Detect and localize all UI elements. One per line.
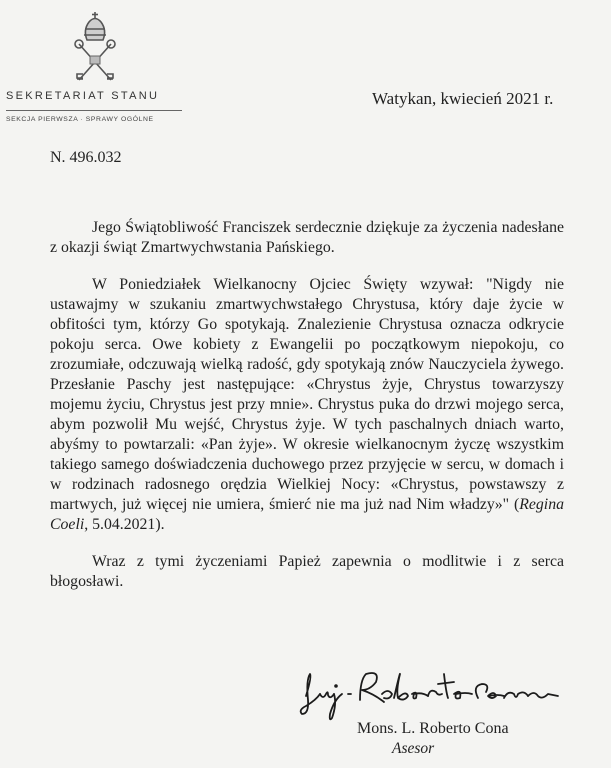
signer-title: Asesor (392, 740, 435, 757)
citation-date: , 5.04.2021). (84, 516, 165, 533)
paragraph-easter-message (50, 275, 564, 535)
signer-name: Mons. L. Roberto Cona (357, 720, 509, 737)
papal-emblem-icon (70, 10, 120, 86)
letterhead-divider (6, 110, 182, 111)
paragraph-thanks: Jego Świątobliwość Franciszek serdecznie dziękuje za życzenia nadesłane z okazji świąt Zmartwychwstania Pańskiego. (50, 219, 564, 256)
letter-body (50, 218, 564, 609)
paragraph-blessing: Wraz z tymi życzeniami Papież zapewnia o modlitwie i z serca błogosławi. (50, 553, 564, 590)
easter-message-text: W Poniedziałek Wielkanocny Ojciec Święty wzywał: "Nigdy nie ustawajmy w szukaniu zmartwychwstałego Chrystusa, który daje życie w obfitości tym, którzy Go spotykają. Znalezienie Chrystusa oznacza odkrycie pokoju serca. Owe kobiety z Ewangelii po początkowym niepokoju, co zrozumiałe, odczuwają wielką radość, gdy spotykają znów Nauczyciela żywego. Przesłanie Paschy jest następujące: «Chrystus żyje, Chrystus towarzyszy mojemu życiu, Chrystus jest przy mnie». Chrystus puka do drzwi mojego serca, abym pozwolił Mu wejść, Chrystus żyje. W tych paschalnych dniach warto, abyśmy to powtarzali: «Pan żyje». W okresie wielkanocnym życzę wszystkim takiego samego doświadczenia duchowego przez przyjęcie w sercu, w domach i w rodzinach radosnego orędzia Wielkiej Nocy: «Chrystus, powstawszy z martwych, już więcej nie umiera, śmierć nie ma już nad Nim władzy»" ( (50, 276, 564, 513)
handwritten-signature (296, 664, 560, 722)
citation-source: Regina Coeli (50, 496, 564, 533)
reference-number: N. 496.032 (50, 149, 122, 166)
organization-name: SEKRETARIAT STANU (6, 90, 160, 102)
place-date: Watykan, kwiecień 2021 r. (372, 89, 554, 108)
section-name: SEKCJA PIERWSZA · SPRAWY OGÓLNE (6, 116, 154, 123)
